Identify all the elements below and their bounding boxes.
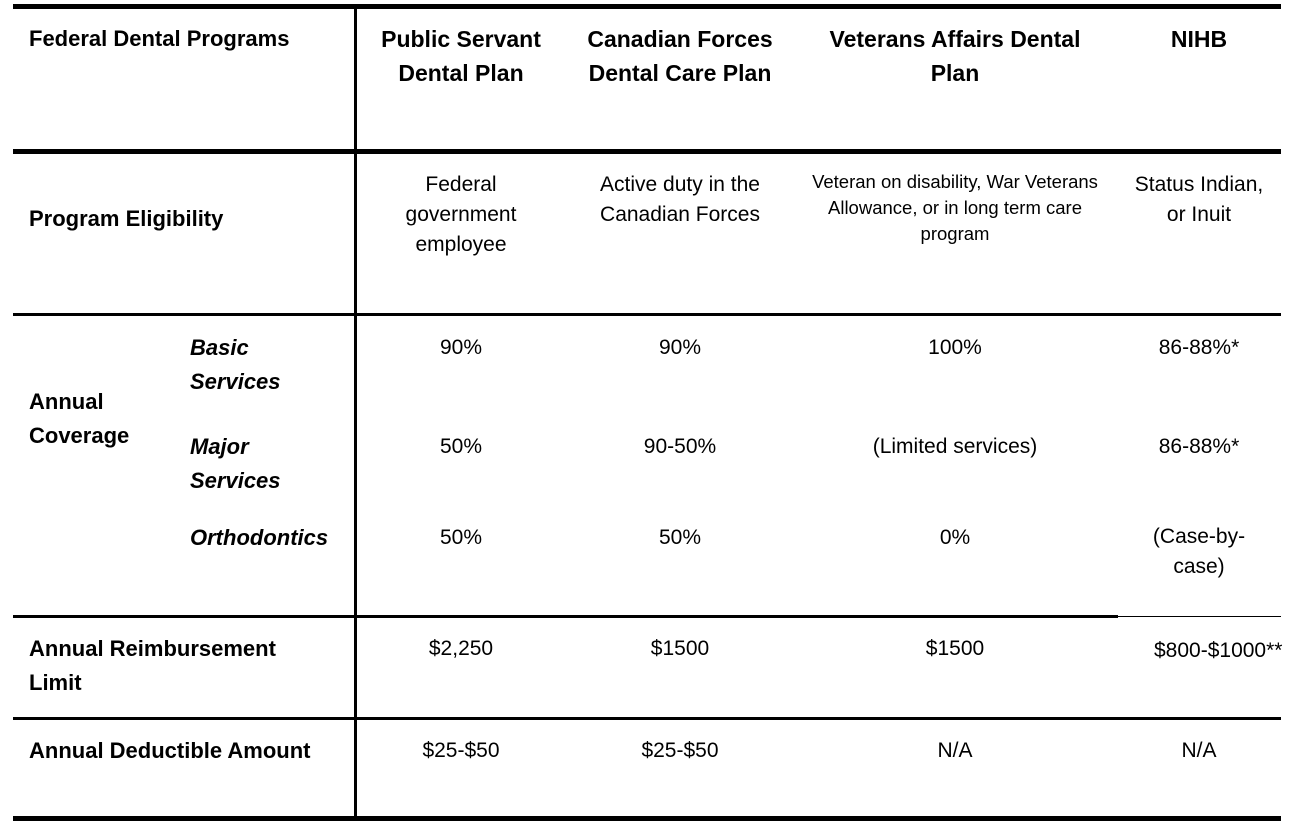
deductible-veterans-affairs: N/A [937,739,973,762]
deductible-canadian-forces: $25-$50 [641,739,719,762]
row-label-deductible: Annual Deductible Amount [29,738,311,763]
row-label-eligibility: Program Eligibility [29,206,224,231]
header-bottom-border [13,149,1281,154]
eligibility-bottom-border [13,313,1281,316]
column-header-public-servant: Public Servant Dental Plan [381,26,541,86]
column-header-veterans-affairs: Veterans Affairs Dental Plan [829,26,1081,86]
ortho-canadian-forces: 50% [658,526,702,549]
deductible-nihb: N/A [1181,739,1217,762]
ortho-public-servant: 50% [439,526,483,549]
major-nihb: 86-88%* [1158,435,1240,458]
coverage-bottom-border-nihb [1118,616,1281,617]
table-bottom-border [13,816,1281,821]
column-header-canadian-forces: Canadian Forces Dental Care Plan [587,26,773,86]
eligibility-veterans-affairs: Veteran on disability, War Veterans Allowance, or in long term care program [812,171,1098,244]
coverage-bottom-border [13,615,1118,618]
reimbursement-veterans-affairs: $1500 [925,637,985,660]
column-header-nihb: NIHB [1170,26,1228,52]
coverage-label-major-services: Major Services [190,434,281,493]
deductible-public-servant: $25-$50 [422,739,500,762]
reimbursement-canadian-forces: $1500 [650,637,710,660]
major-canadian-forces: 90-50% [643,435,717,458]
reimbursement-bottom-border [13,717,1281,720]
reimbursement-nihb: $800-$1000** [1154,639,1283,662]
table-title: Federal Dental Programs [29,26,290,51]
coverage-label-basic-services: Basic Services [190,335,281,394]
basic-veterans-affairs: 100% [928,336,982,359]
row-label-reimbursement: Annual Reimbursement Limit [29,636,276,695]
label-column-divider [354,4,357,821]
ortho-nihb: (Case-by-case) [1152,525,1246,578]
basic-nihb: 86-88%* [1158,336,1240,359]
ortho-veterans-affairs: 0% [939,526,971,549]
eligibility-canadian-forces: Active duty in the Canadian Forces [600,173,760,226]
major-veterans-affairs: (Limited services) [872,435,1038,458]
row-label-annual-coverage: Annual Coverage [29,389,130,448]
eligibility-nihb: Status Indian, or Inuit [1134,173,1264,226]
table-top-border [13,4,1281,9]
basic-canadian-forces: 90% [658,336,702,359]
reimbursement-public-servant: $2,250 [428,637,494,660]
eligibility-public-servant: Federal government employee [405,173,517,256]
major-public-servant: 50% [439,435,483,458]
basic-public-servant: 90% [439,336,483,359]
coverage-label-orthodontics: Orthodontics [190,525,329,550]
